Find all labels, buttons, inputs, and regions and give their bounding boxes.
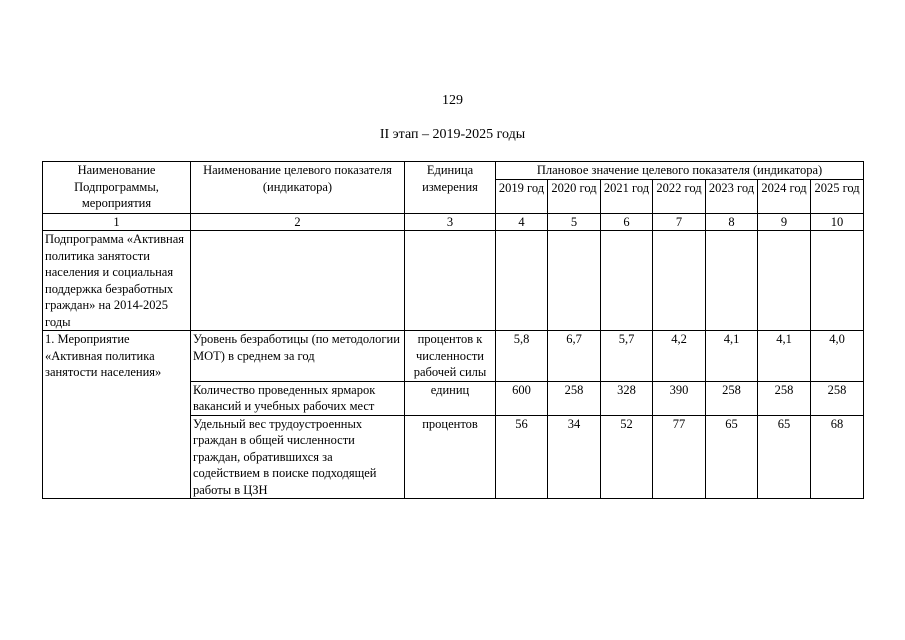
indicators-table	[42, 161, 864, 499]
column-number: 6	[601, 213, 653, 231]
column-number: 7	[653, 213, 706, 231]
value-cell: 258	[548, 381, 601, 415]
indicator-name: Количество проведенных ярмарок вакансий и учебных рабочих мест	[191, 381, 405, 415]
header-year: 2025 год	[811, 179, 864, 213]
value-cell: 68	[811, 415, 864, 499]
column-number: 4	[496, 213, 548, 231]
value-cell: 5,8	[496, 331, 548, 382]
value-cell: 600	[496, 381, 548, 415]
header-unit: Единица измерения	[405, 162, 496, 214]
value-cell: 258	[811, 381, 864, 415]
column-number: 1	[43, 213, 191, 231]
value-cell: 56	[496, 415, 548, 499]
indicator-name: Удельный вес трудоустроенных граждан в общей численности граждан, обратившихся за содействием в поиске подходящей работы в ЦЗН	[191, 415, 405, 499]
value-cell: 4,1	[758, 331, 811, 382]
subprogram-row	[43, 231, 864, 331]
indicator-name: Уровень безработицы (по методологии МОТ) в среднем за год	[191, 331, 405, 382]
header-year: 2021 год	[601, 179, 653, 213]
value-cell: 4,1	[706, 331, 758, 382]
header-row	[43, 162, 864, 180]
value-cell: 65	[758, 415, 811, 499]
subprogram-name: Подпрограмма «Активная политика занятости населения и социальная поддержка безработных граждан» на 2014-2025 годы	[43, 231, 191, 331]
empty-cell	[405, 231, 496, 331]
stage-title: II этап – 2019-2025 годы	[379, 127, 526, 142]
column-number: 5	[548, 213, 601, 231]
header-year: 2019 год	[496, 179, 548, 213]
value-cell: 6,7	[548, 331, 601, 382]
value-cell: 77	[653, 415, 706, 499]
value-cell: 328	[601, 381, 653, 415]
value-cell: 65	[706, 415, 758, 499]
empty-cell	[191, 231, 405, 331]
header-indicator: Наименование целевого показателя (индикатора)	[191, 162, 405, 214]
unit-cell: процентов к численности рабочей силы	[405, 331, 496, 382]
header-planned-value: Плановое значение целевого показателя (индикатора)	[496, 162, 864, 180]
value-cell: 258	[758, 381, 811, 415]
column-number: 10	[811, 213, 864, 231]
column-number: 2	[191, 213, 405, 231]
unit-cell: процентов	[405, 415, 496, 499]
empty-cell	[706, 231, 758, 331]
value-cell: 52	[601, 415, 653, 499]
column-number: 3	[405, 213, 496, 231]
empty-cell	[653, 231, 706, 331]
empty-cell	[548, 231, 601, 331]
table-row	[43, 331, 864, 382]
value-cell: 5,7	[601, 331, 653, 382]
page-number: 129	[442, 93, 463, 108]
column-numbers-row	[43, 213, 864, 231]
column-number: 9	[758, 213, 811, 231]
unit-cell: единиц	[405, 381, 496, 415]
value-cell: 34	[548, 415, 601, 499]
column-number: 8	[706, 213, 758, 231]
empty-cell	[601, 231, 653, 331]
header-subprogram: Наименование Подпрограммы, мероприятия	[43, 162, 191, 214]
value-cell: 4,2	[653, 331, 706, 382]
value-cell: 390	[653, 381, 706, 415]
value-cell: 4,0	[811, 331, 864, 382]
header-year: 2020 год	[548, 179, 601, 213]
value-cell: 258	[706, 381, 758, 415]
empty-cell	[758, 231, 811, 331]
header-year: 2023 год	[706, 179, 758, 213]
empty-cell	[811, 231, 864, 331]
empty-cell	[496, 231, 548, 331]
measure-name: 1. Мероприятие «Активная политика занятости населения»	[43, 331, 191, 499]
header-year: 2022 год	[653, 179, 706, 213]
header-year: 2024 год	[758, 179, 811, 213]
